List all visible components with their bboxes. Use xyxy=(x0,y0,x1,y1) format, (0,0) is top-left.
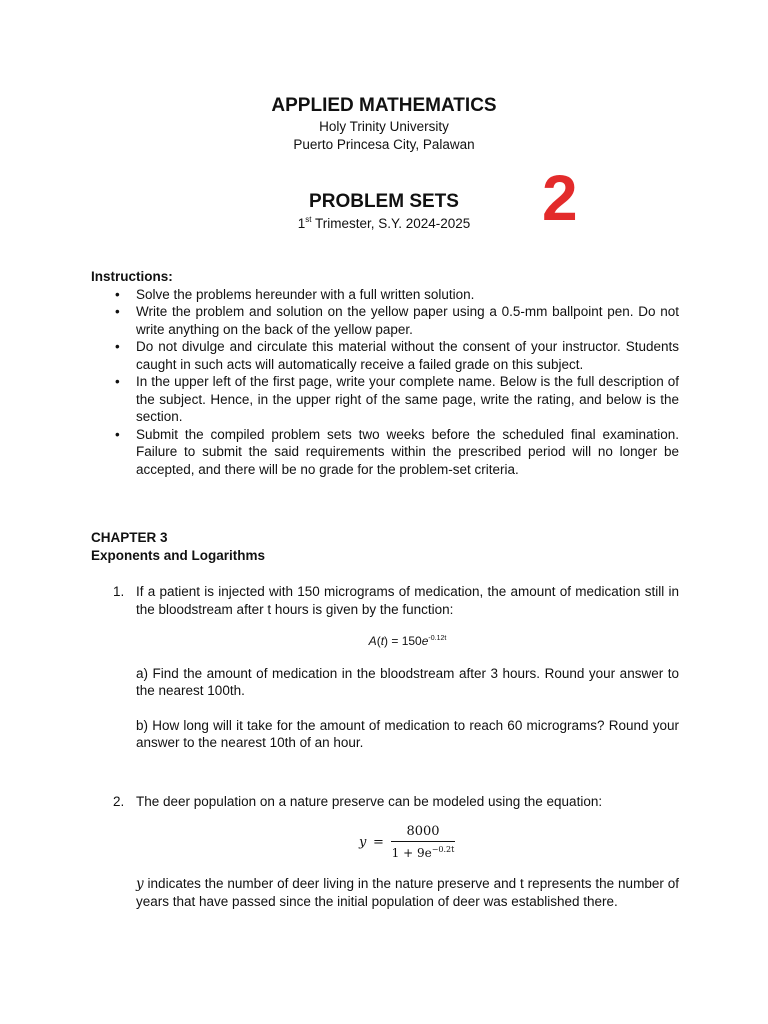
formula-lhs: A xyxy=(368,634,377,648)
course-title: APPLIED MATHEMATICS xyxy=(271,95,497,116)
problem-number: 1. xyxy=(113,584,125,599)
list-item xyxy=(91,303,679,338)
formula-medication: $A(t) = 150e^{-0.12t}$ xyxy=(368,634,447,648)
bullet-icon: • xyxy=(115,339,120,354)
chapter-label: CHAPTER 3 xyxy=(91,530,168,545)
problem-number: 2. xyxy=(113,794,125,809)
formula-deer xyxy=(91,823,679,863)
instruction-text: Solve the problems hereunder with a full written solution. xyxy=(136,286,475,302)
problem-explanation xyxy=(91,875,679,911)
university-name: Holy Trinity University xyxy=(319,119,449,134)
list-item xyxy=(91,338,679,373)
problem-text: If a patient is injected with 150 micrograms of medication, the amount of medication still in the bloodstream after t hours is given by the function: xyxy=(136,584,679,617)
term-ordinal: 1 xyxy=(297,216,306,231)
bullet-icon: • xyxy=(115,374,120,389)
problem-part-a: a) Find the amount of medication in the bloodstream after 3 hours. Round your answer to the nearest 100th. xyxy=(136,665,679,698)
list-item xyxy=(91,373,679,426)
chapter-title: Exponents and Logarithms xyxy=(91,547,266,563)
problem-text: The deer population on a nature preserve can be modeled using the equation: xyxy=(136,794,603,809)
denominator-exponent: −0.2t xyxy=(431,844,455,854)
formula-base: e xyxy=(421,634,429,648)
instructions-heading: Instructions: xyxy=(91,269,173,284)
instructions-list xyxy=(91,286,679,479)
chapter-heading xyxy=(91,529,679,564)
formula-exponent: -0.12t xyxy=(428,635,447,642)
bullet-icon: • xyxy=(115,304,120,319)
problem-1 xyxy=(91,583,679,752)
term-rest: Trimester, S.Y. 2024-2025 xyxy=(311,216,471,231)
term-line xyxy=(0,215,768,233)
denominator-base: 1 + 9e xyxy=(391,845,432,860)
problem-part-b: b) How long will it take for the amount of medication to reach 60 micrograms? Round your answer to the nearest 10th of an hour. xyxy=(136,717,679,750)
problem-2 xyxy=(91,793,679,911)
fraction-denominator xyxy=(391,842,455,861)
fraction-body xyxy=(391,823,455,861)
bullet-icon: • xyxy=(115,426,120,442)
instruction-text: Submit the compiled problem sets two weeks before the scheduled final examination. Failure to submit the said requirements within the prescribed period will no longer be accepted, and there will be no grade for the problem-set criteria. xyxy=(136,426,679,477)
formula-mid: = 150 xyxy=(388,634,422,648)
problem-sets-block xyxy=(0,189,768,233)
instruction-text: Do not divulge and circulate this material without the consent of your instructor. Students caught in such acts will automatically receive a failed grade on this subject. xyxy=(136,339,679,372)
list-item xyxy=(91,426,679,479)
instructions-section xyxy=(91,268,679,478)
explain-text: indicates the number of deer living in the nature preserve and t represents the number of years that have passed since the initial population of deer was established there. xyxy=(136,875,679,909)
instruction-text: Write the problem and solution on the yellow paper using a 0.5-mm ballpoint pen. Do not write anything on the back of the yellow paper. xyxy=(136,304,679,337)
fraction-numerator: 8000 xyxy=(406,823,440,839)
formula-equals: = xyxy=(373,834,384,850)
document-header xyxy=(0,94,768,153)
instruction-text: In the upper left of the first page, write your complete name. Below is the full description of the subject. Hence, in the upper right of the same page, write the rating, and below is the section. xyxy=(136,374,679,424)
set-number: 2 xyxy=(542,162,578,234)
bullet-icon: • xyxy=(115,286,120,302)
explain-var: y xyxy=(136,875,144,892)
formula-lhs: y xyxy=(359,834,367,850)
doc-title: PROBLEM SETS xyxy=(309,191,459,212)
formula-var: t xyxy=(380,634,385,648)
university-location: Puerto Princesa City, Palawan xyxy=(293,136,475,152)
term-sup: st xyxy=(305,215,312,224)
list-item xyxy=(91,286,679,304)
